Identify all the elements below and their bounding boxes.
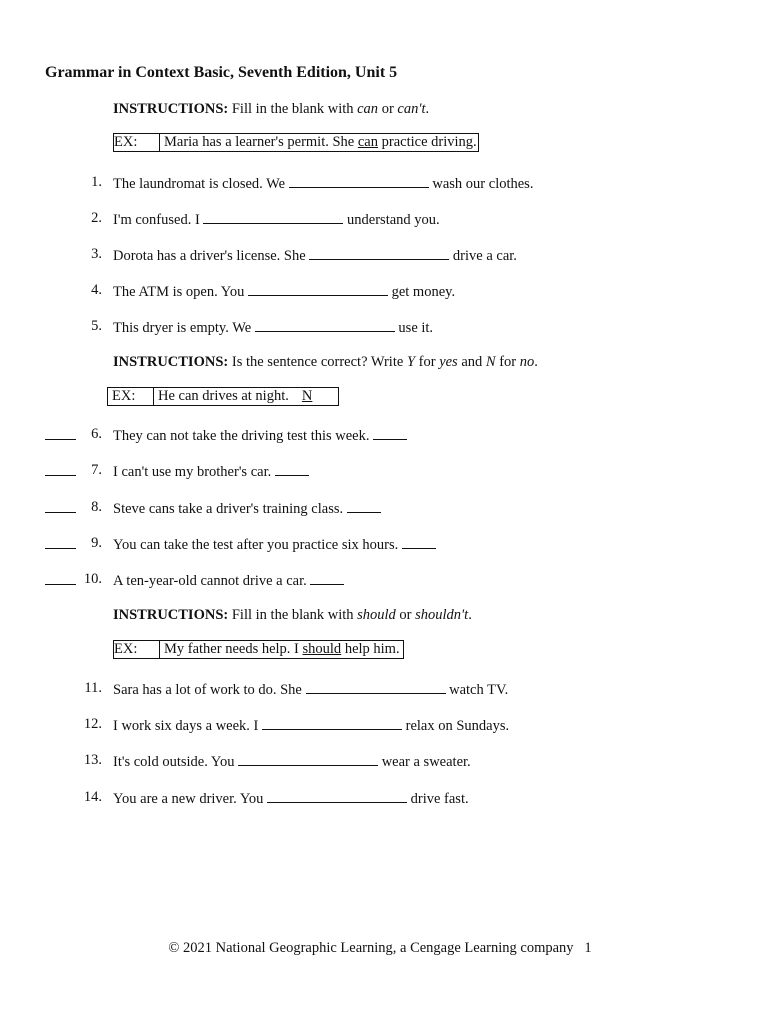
- instructions-label: INSTRUCTIONS:: [113, 607, 229, 623]
- answer-blank[interactable]: [248, 281, 388, 296]
- example-sentence: [154, 388, 312, 405]
- item-sentence: [113, 281, 455, 301]
- item-number: 14.: [83, 789, 102, 805]
- item-sentence: [113, 173, 533, 193]
- answer-blank[interactable]: [309, 245, 449, 260]
- item-text: You can take the test after you practice six hours.: [113, 537, 399, 553]
- instructions-word: should: [357, 607, 396, 623]
- instructions-label: INSTRUCTIONS:: [113, 101, 229, 117]
- page-footer: [0, 940, 760, 957]
- instructions-word: N: [485, 354, 496, 370]
- example-box-3: [113, 640, 404, 659]
- instructions-text: Fill in the blank with: [228, 101, 358, 117]
- item-text: drive a car.: [449, 248, 517, 264]
- page-number: 1: [584, 940, 592, 956]
- item-number: 5.: [91, 318, 102, 334]
- example-label: EX:: [114, 641, 160, 658]
- example-text: My father needs help. I: [164, 641, 303, 657]
- example-text: Maria has a learner's permit. She: [164, 134, 358, 150]
- item-sentence: [113, 461, 309, 481]
- item-number: 13.: [83, 752, 102, 768]
- answer-blank[interactable]: [275, 461, 309, 476]
- item-sentence: [113, 679, 508, 699]
- item-number: 3.: [91, 246, 102, 262]
- item-text: A ten-year-old cannot drive a car.: [113, 573, 307, 589]
- copyright-text: 2021 National Geographic Learning, a Cengage Learning company: [179, 940, 574, 956]
- instructions-word: shouldn't: [415, 607, 469, 623]
- copyright-icon: ©: [168, 940, 180, 956]
- item-sentence: [113, 788, 469, 808]
- answer-blank[interactable]: [310, 570, 344, 585]
- item-number: 12.: [83, 716, 102, 732]
- page-title: Grammar in Context Basic, Seventh Edition, Unit 5: [45, 64, 398, 81]
- example-sentence: [160, 134, 477, 151]
- item-sentence: [113, 498, 381, 518]
- item-number: 11.: [84, 680, 102, 696]
- item-number: 6.: [91, 426, 102, 442]
- item-text: It's cold outside. You: [113, 754, 239, 770]
- item-sentence: [113, 317, 433, 337]
- instructions-label: INSTRUCTIONS:: [113, 354, 229, 370]
- item-sentence: [113, 425, 407, 445]
- instructions-text: Fill in the blank with: [228, 607, 358, 623]
- answer-blank[interactable]: [262, 715, 402, 730]
- item-text: They can not take the driving test this week.: [113, 428, 370, 444]
- item-text: The ATM is open. You: [113, 284, 248, 300]
- item-text: watch TV.: [445, 682, 509, 698]
- item-text: I work six days a week. I: [113, 718, 262, 734]
- item-number: 7.: [91, 462, 102, 478]
- example-answer: N: [301, 388, 313, 404]
- item-number: 2.: [91, 210, 102, 226]
- item-text: You are a new driver. You: [113, 791, 267, 807]
- example-label: EX:: [114, 134, 160, 151]
- answer-blank[interactable]: [203, 209, 343, 224]
- answer-blank[interactable]: [238, 751, 378, 766]
- item-text: relax on Sundays.: [402, 718, 510, 734]
- item-text: wash our clothes.: [428, 176, 534, 192]
- instructions-text: for: [495, 354, 520, 370]
- answer-blank[interactable]: [373, 425, 407, 440]
- item-number: 4.: [91, 282, 102, 298]
- answer-blank[interactable]: [255, 317, 395, 332]
- item-text: drive fast.: [407, 791, 469, 807]
- instructions-text: .: [425, 101, 430, 117]
- item-text: use it.: [394, 320, 434, 336]
- item-sentence: [113, 534, 436, 554]
- instructions-word: Y: [406, 354, 416, 370]
- item-text: wear a sweater.: [378, 754, 471, 770]
- example-text: practice driving.: [378, 134, 477, 150]
- item-text: Dorota has a driver's license. She: [113, 248, 310, 264]
- item-text: get money.: [387, 284, 456, 300]
- example-answer: can: [357, 134, 378, 150]
- example-label: EX:: [108, 388, 154, 405]
- example-text: help him.: [341, 641, 400, 657]
- item-sentence: [113, 751, 471, 771]
- answer-blank[interactable]: [306, 679, 446, 694]
- item-sentence: [113, 715, 509, 735]
- item-number: 8.: [91, 499, 102, 515]
- example-box-2: [107, 387, 339, 406]
- answer-blank[interactable]: [347, 498, 381, 513]
- item-text: This dryer is empty. We: [113, 320, 255, 336]
- instructions-text: for: [415, 354, 440, 370]
- instructions-text: or: [395, 607, 416, 623]
- answer-blank[interactable]: [267, 788, 407, 803]
- item-number: 10.: [83, 571, 102, 587]
- example-sentence: [160, 641, 400, 658]
- instructions-1: [113, 100, 429, 118]
- instructions-text: Is the sentence correct? Write: [228, 354, 407, 370]
- instructions-2: [113, 353, 538, 371]
- item-text: Steve cans take a driver's training class.: [113, 501, 344, 517]
- instructions-word: no: [519, 354, 535, 370]
- item-text: The laundromat is closed. We: [113, 176, 289, 192]
- instructions-word: can't: [397, 101, 426, 117]
- item-number: 9.: [91, 535, 102, 551]
- instructions-text: or: [378, 101, 398, 117]
- example-box-1: [113, 133, 479, 152]
- instructions-word: can: [357, 101, 379, 117]
- item-text: I'm confused. I: [113, 212, 204, 228]
- instructions-text: and: [457, 354, 486, 370]
- item-text: understand you.: [343, 212, 440, 228]
- item-text: I can't use my brother's car.: [113, 464, 272, 480]
- instructions-text: .: [534, 354, 538, 370]
- item-sentence: [113, 570, 344, 590]
- example-text: He can drives at night.: [158, 388, 289, 404]
- instructions-text: .: [468, 607, 472, 623]
- item-sentence: [113, 209, 440, 229]
- answer-blank[interactable]: [402, 534, 436, 549]
- example-answer: should: [302, 641, 342, 657]
- item-sentence: [113, 245, 517, 265]
- item-text: Sara has a lot of work to do. She: [113, 682, 306, 698]
- item-number: 1.: [91, 174, 102, 190]
- answer-blank[interactable]: [289, 173, 429, 188]
- instructions-word: yes: [439, 354, 458, 370]
- instructions-3: [113, 606, 472, 624]
